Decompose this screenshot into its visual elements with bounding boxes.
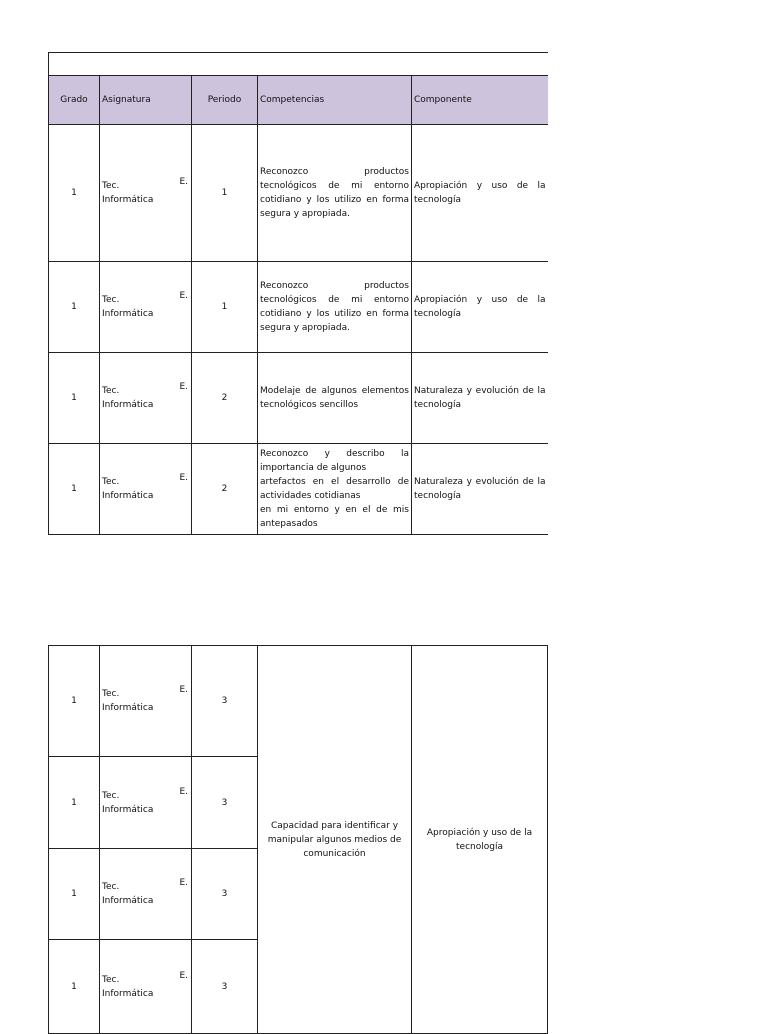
curriculum-table-continued	[48, 645, 548, 1034]
grado-cell: 1	[49, 444, 100, 535]
asignatura-informatica: Informática	[102, 703, 154, 713]
asignatura-informatica: Informática	[102, 491, 154, 501]
header-grado: Grado	[49, 76, 100, 125]
competencias-cell: Reconozco productos tecnológicos de mi entorno cotidiano y los utilizo en forma segura y apropiada.	[258, 262, 412, 353]
table-row	[49, 444, 548, 535]
curriculum-table	[48, 52, 548, 535]
asignatura-tec: Tec.	[102, 295, 120, 305]
asignatura-tec: Tec.	[102, 181, 120, 191]
asignatura-cell	[100, 940, 192, 1034]
header-periodo: Periodo	[192, 76, 258, 125]
grado-cell: 1	[49, 262, 100, 353]
periodo-cell: 2	[192, 444, 258, 535]
periodo-cell: 3	[192, 940, 258, 1034]
asignatura-tec: Tec.	[102, 974, 120, 985]
asignatura-cell	[100, 849, 192, 940]
grado-cell: 1	[49, 646, 100, 757]
competencias-line: artefactos en el desarrollo de actividades cotidianas	[260, 477, 409, 501]
header-asignatura: Asignatura	[100, 76, 192, 125]
componente-cell: Naturaleza y evolución de la tecnología	[412, 353, 548, 444]
periodo-cell: 3	[192, 849, 258, 940]
componente-cell: Naturaleza y evolución de la tecnología	[412, 444, 548, 535]
competencias-line: en mi entorno y en el de mis antepasados	[260, 505, 409, 529]
asignatura-cell	[100, 646, 192, 757]
grado-cell: 1	[49, 849, 100, 940]
componente-cell: Apropiación y uso de la tecnología	[412, 125, 548, 262]
asignatura-e: E.	[179, 382, 188, 392]
periodo-cell: 1	[192, 262, 258, 353]
periodo-cell: 3	[192, 646, 258, 757]
asignatura-cell	[100, 757, 192, 849]
periodo-cell: 2	[192, 353, 258, 444]
grado-cell: 1	[49, 757, 100, 849]
periodo-cell: 1	[192, 125, 258, 262]
merged-componente-cell: Apropiación y uso de la tecnología	[412, 646, 548, 1034]
asignatura-e: E.	[179, 878, 188, 888]
periodo-cell: 3	[192, 757, 258, 849]
asignatura-tec: Tec.	[102, 689, 120, 699]
asignatura-informatica: Informática	[102, 195, 154, 205]
asignatura-tec: Tec.	[102, 477, 120, 487]
asignatura-informatica: Informática	[102, 988, 154, 999]
table-row	[49, 262, 548, 353]
table-row	[49, 125, 548, 262]
header-competencias: Competencias	[258, 76, 412, 125]
asignatura-cell	[100, 262, 192, 353]
competencias-line: Reconozco y describo la importancia de algunos	[260, 449, 409, 473]
competencias-cell	[258, 444, 412, 535]
merged-competencias-cell: Capacidad para identificar y manipular algunos medios de comunicación	[258, 646, 412, 1034]
asignatura-e: E.	[179, 177, 188, 187]
competencias-cell: Reconozco productos tecnológicos de mi entorno cotidiano y los utilizo en forma segura y apropiada.	[258, 125, 412, 262]
asignatura-tec: Tec.	[102, 790, 120, 801]
table-header-row	[49, 76, 548, 125]
grado-cell: 1	[49, 125, 100, 262]
asignatura-informatica: Informática	[102, 896, 154, 906]
header-componente: Componente	[412, 76, 548, 125]
asignatura-tec: Tec.	[102, 386, 120, 396]
asignatura-e: E.	[179, 291, 188, 301]
asignatura-tec: Tec.	[102, 882, 120, 892]
table-title-cell	[49, 53, 548, 76]
table-row	[49, 353, 548, 444]
asignatura-cell	[100, 353, 192, 444]
asignatura-informatica: Informática	[102, 400, 154, 410]
grado-cell: 1	[49, 940, 100, 1034]
asignatura-cell	[100, 125, 192, 262]
competencias-cell: Modelaje de algunos elementos tecnológicos sencillos	[258, 353, 412, 444]
asignatura-e: E.	[179, 473, 188, 483]
asignatura-e: E.	[179, 685, 188, 695]
asignatura-informatica: Informática	[102, 804, 154, 815]
asignatura-informatica: Informática	[102, 309, 154, 319]
table-title-row	[49, 53, 548, 76]
table-row	[49, 646, 548, 757]
asignatura-cell	[100, 444, 192, 535]
asignatura-e: E.	[179, 786, 188, 797]
grado-cell: 1	[49, 353, 100, 444]
asignatura-e: E.	[179, 970, 188, 981]
componente-cell: Apropiación y uso de la tecnología	[412, 262, 548, 353]
